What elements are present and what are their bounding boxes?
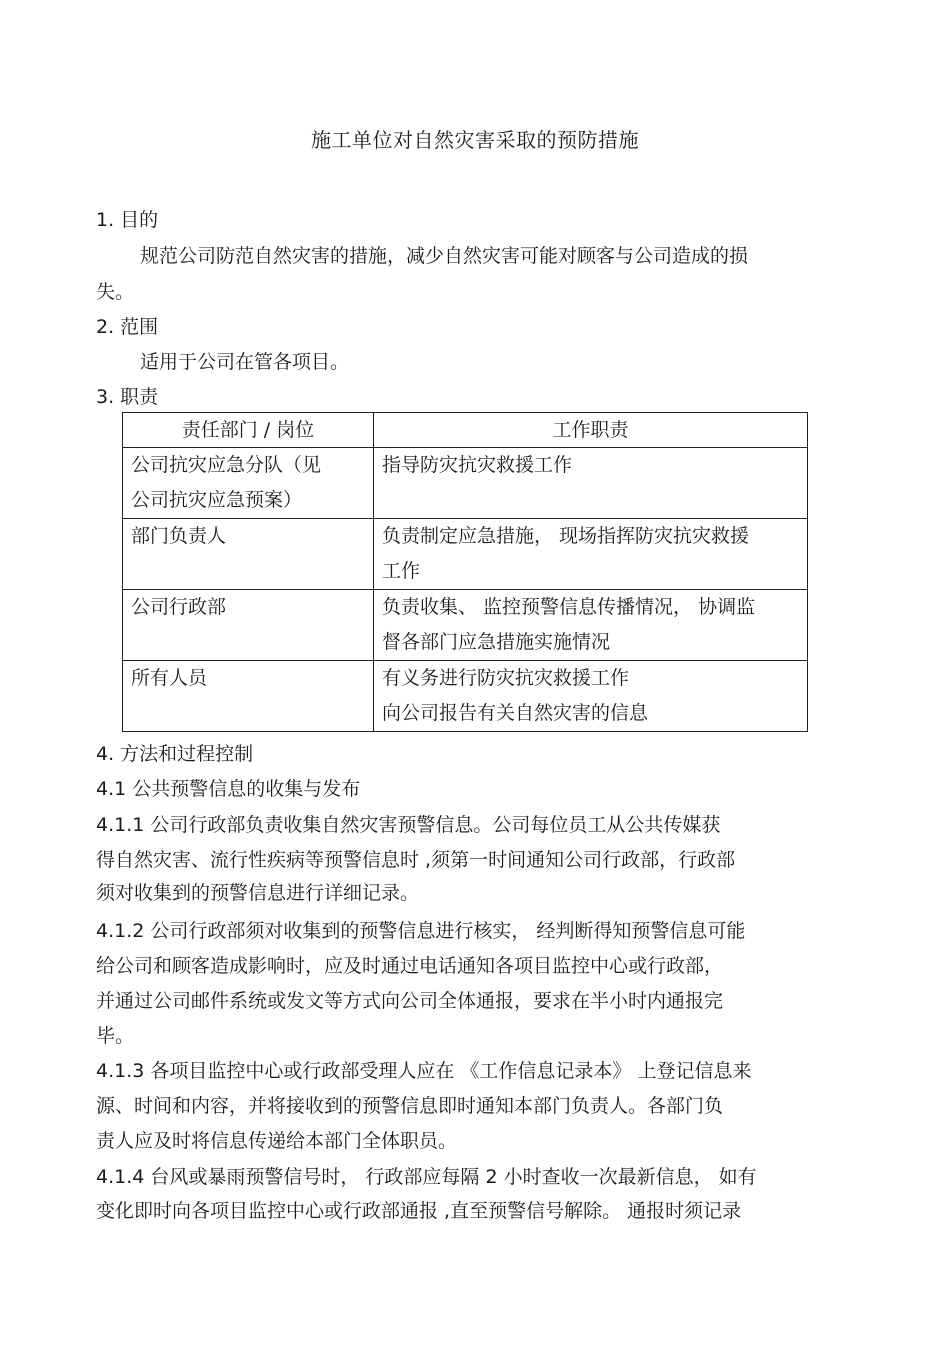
para-4-1-1-line: 得自然灾害、流行性疾病等预警信息时 ,须第一时间通知公司行政部，行政部 bbox=[96, 849, 736, 871]
dept-cell bbox=[123, 448, 374, 519]
header-duty: 工作职责 bbox=[374, 413, 808, 448]
cell-text: 所有人员 bbox=[131, 667, 208, 689]
duty-cell bbox=[374, 590, 808, 661]
para-4-1-2-line: 给公司和顾客造成影响时，应及时通过电话通知各项目监控中心或行政部， bbox=[96, 955, 724, 977]
duty-cell bbox=[374, 519, 808, 590]
section-1-heading: 1. 目的 bbox=[96, 209, 159, 231]
para-4-1-2-line: 并通过公司邮件系统或发文等方式向公司全体通报，要求在半小时内通报完 bbox=[96, 990, 724, 1012]
para-4-1-4-line: 4.1.4 台风或暴雨预警信号时， 行政部应每隔 2 小时查收一次最新信息， 如有 bbox=[96, 1166, 757, 1188]
cell-text: 负责制定应急措施， 现场指挥防灾抗灾救援 bbox=[382, 525, 750, 547]
duty-cell bbox=[374, 661, 808, 732]
document-title: 施工单位对自然灾害采取的预防措施 bbox=[311, 128, 639, 152]
table-row bbox=[123, 519, 808, 590]
dept-cell bbox=[123, 519, 374, 590]
table-row bbox=[123, 590, 808, 661]
cell-text: 有义务进行防灾抗灾救援工作 bbox=[382, 667, 630, 689]
cell-text: 督各部门应急措施实施情况 bbox=[382, 631, 611, 653]
subsection-4-1-heading: 4.1 公共预警信息的收集与发布 bbox=[96, 778, 361, 800]
para-4-1-4-line: 变化即时向各项目监控中心或行政部通报 ,直至预警信号解除。 通报时须记录 bbox=[96, 1200, 742, 1222]
para-4-1-1-line: 4.1.1 公司行政部负责收集自然灾害预警信息。公司每位员工从公共传媒获 bbox=[96, 814, 721, 836]
cell-text: 公司抗灾应急分队（见 bbox=[131, 454, 322, 476]
para-4-1-1-line: 须对收集到的预警信息进行详细记录。 bbox=[96, 882, 420, 904]
cell-text: 公司行政部 bbox=[131, 596, 227, 618]
responsibility-table bbox=[122, 412, 808, 732]
section-1-text-line-1: 规范公司防范自然灾害的措施，减少自然灾害可能对顾客与公司造成的损 bbox=[140, 245, 749, 267]
para-4-1-2-line: 毕。 bbox=[96, 1025, 135, 1047]
section-2-heading: 2. 范围 bbox=[96, 316, 159, 338]
cell-text: 工作 bbox=[382, 560, 421, 582]
table-row bbox=[123, 448, 808, 519]
para-4-1-2-line: 4.1.2 公司行政部须对收集到的预警信息进行核实， 经判断得知预警信息可能 bbox=[96, 920, 746, 942]
para-4-1-3-line: 源、时间和内容，并将接收到的预警信息即时通知本部门负责人。各部门负 bbox=[96, 1095, 724, 1117]
cell-text: 指导防灾抗灾救援工作 bbox=[382, 454, 573, 476]
dept-cell bbox=[123, 590, 374, 661]
section-4-heading: 4. 方法和过程控制 bbox=[96, 743, 254, 765]
cell-text: 部门负责人 bbox=[131, 525, 227, 547]
header-department: 责任部门 / 岗位 bbox=[123, 413, 374, 448]
section-2-text: 适用于公司在管各项目。 bbox=[140, 351, 350, 373]
duty-cell bbox=[374, 448, 808, 519]
dept-cell bbox=[123, 661, 374, 732]
cell-text: 向公司报告有关自然灾害的信息 bbox=[382, 702, 649, 724]
table-row bbox=[123, 661, 808, 732]
section-1-text-line-2: 失。 bbox=[96, 281, 135, 303]
para-4-1-3-line: 责人应及时将信息传递给本部门全体职员。 bbox=[96, 1130, 458, 1152]
cell-text: 负责收集、 监控预警信息传播情况， 协调监 bbox=[382, 596, 756, 618]
section-3-heading: 3. 职责 bbox=[96, 386, 159, 408]
table-header-row bbox=[123, 413, 808, 448]
para-4-1-3-line: 4.1.3 各项目监控中心或行政部受理人应在 《工作信息记录本》 上登记信息来 bbox=[96, 1060, 752, 1082]
cell-text: 公司抗灾应急预案） bbox=[131, 489, 303, 511]
